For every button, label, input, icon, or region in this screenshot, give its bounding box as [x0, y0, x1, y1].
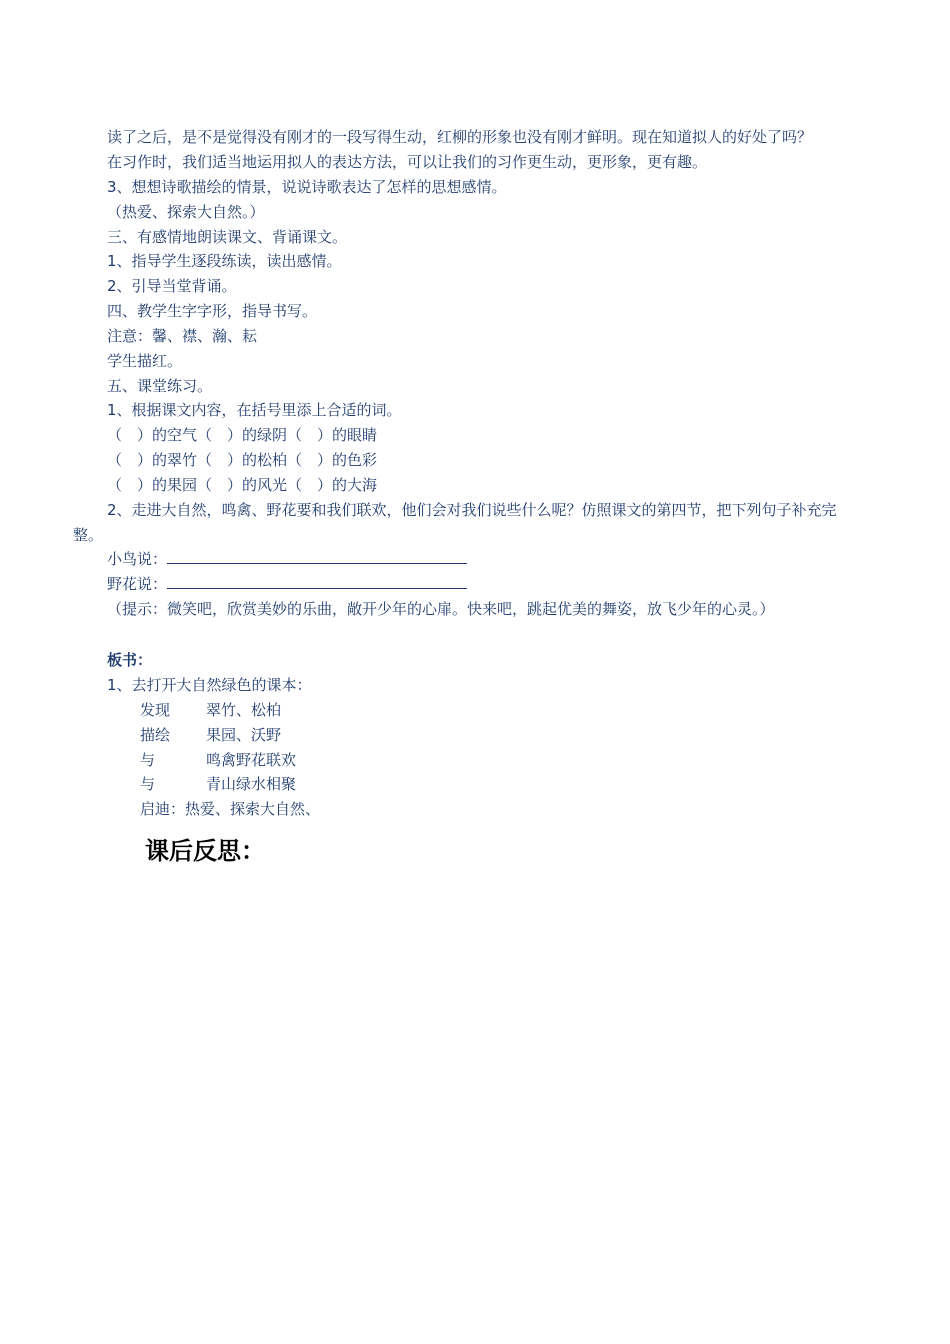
- answer-blank: [167, 549, 467, 564]
- board-row-right: 果园、沃野: [206, 726, 282, 744]
- text-line: 注意：馨、襟、瀚、耘: [107, 327, 258, 345]
- item-number: 2: [107, 501, 117, 519]
- item-text: 、想想诗歌描绘的情景，说说诗歌表达了怎样的思想感情。: [116, 178, 507, 196]
- board-row: [140, 700, 281, 720]
- answer-blank: [167, 574, 467, 589]
- item-text: 、走进大自然，鸣禽、野花要和我们联欢，他们会对我们说些什么呢？仿照课文的第四节，把下列句子补充完: [116, 501, 837, 519]
- text-line: 学生描红。: [107, 352, 183, 370]
- board-item: [107, 675, 312, 695]
- item-number: 3: [107, 178, 117, 196]
- fill-in-label: 野花说：: [107, 575, 168, 593]
- fill-in-label: 小鸟说：: [107, 550, 168, 568]
- section-heading: 三、有感情地朗读课文、背诵课文。: [107, 228, 348, 246]
- text-line: （热爱、探索大自然。）: [107, 203, 265, 221]
- fill-in-line: [107, 574, 467, 594]
- board-row-right: 青山绿水相聚: [206, 775, 297, 793]
- exercise-row: （ ）的果园（ ）的风光（ ）的大海: [107, 476, 378, 494]
- item-text: 、去打开大自然绿色的课本：: [116, 676, 312, 694]
- board-row-left: 描绘: [140, 726, 171, 744]
- item-text: 、指导学生逐段练读，读出感情。: [116, 252, 342, 270]
- item-text: 、引导当堂背诵。: [116, 277, 237, 295]
- board-row-left: 发现: [140, 701, 171, 719]
- text-line: [107, 177, 507, 197]
- section-heading: 五、课堂练习。: [107, 377, 213, 395]
- item-number: 1: [107, 401, 117, 419]
- text-line: [107, 500, 837, 520]
- board-title: 板书：: [107, 651, 153, 669]
- item-number: 1: [107, 676, 117, 694]
- text-line: [107, 400, 402, 420]
- board-row-left: 与: [140, 751, 156, 769]
- item-number: 2: [107, 277, 117, 295]
- text-line: 在习作时，我们适当地运用拟人的表达方法，可以让我们的习作更生动，更形象，更有趣。: [107, 153, 708, 171]
- text-line: [107, 251, 342, 271]
- item-text: 、根据课文内容，在括号里添上合适的词。: [116, 401, 402, 419]
- hint-text: （提示：微笑吧，欣赏美妙的乐曲，敞开少年的心扉。快来吧，跳起优美的舞姿，放飞少年的心灵。）: [107, 600, 775, 618]
- exercise-row: （ ）的翠竹（ ）的松柏（ ）的色彩: [107, 451, 378, 469]
- section-heading: 四、教学生字字形，指导书写。: [107, 302, 318, 320]
- board-row-right: 鸣禽野花联欢: [206, 751, 297, 769]
- board-row: [140, 725, 281, 745]
- item-number: 1: [107, 252, 117, 270]
- board-row: [140, 774, 296, 794]
- text-line: [107, 276, 237, 296]
- board-row-right: 翠竹、松柏: [206, 701, 282, 719]
- text-line: 读了之后，是不是觉得没有刚才的一段写得生动，红柳的形象也没有刚才鲜明。现在知道拟人的好处了吗？: [107, 128, 813, 146]
- exercise-row: （ ）的空气（ ）的绿阴（ ）的眼睛: [107, 426, 378, 444]
- reflection-heading: 课后反思：: [145, 836, 265, 865]
- fill-in-line: [107, 549, 467, 569]
- text-line: 整。: [73, 526, 104, 544]
- board-row: [140, 750, 296, 770]
- board-summary: 启迪：热爱、探索大自然、: [140, 800, 321, 818]
- board-row-left: 与: [140, 775, 156, 793]
